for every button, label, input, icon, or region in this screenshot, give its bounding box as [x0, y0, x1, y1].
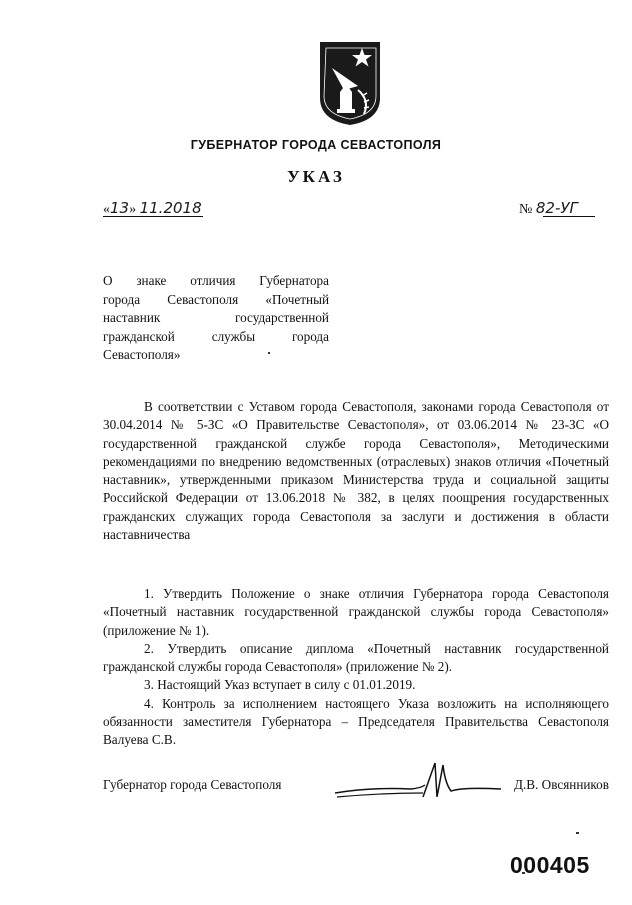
date-underline — [103, 216, 203, 217]
serial-number: 000405 — [510, 852, 590, 878]
signature-block — [103, 777, 609, 801]
document-type: УКАЗ — [287, 167, 345, 186]
decree-item: 3. Настоящий Указ вступает в силу с 01.01.2019. — [144, 677, 416, 693]
preamble-paragraph: В соответствии с Уставом города Севастополя, законами города Севастополя от 30.04.2014 № 5-ЗС «О Правительстве Севастополя», от 03.06.2014 № 23-ЗС «О государственной гражданской службе города Севастополя», Методическими рекомендациями по внедрению ведомственных (отраслевых) знаков отличия «Почетный наставник», утвержденными приказом Министерства труда и социальной защиты Российской Федерации от 13.06.2018 № 382, в целях поощрения государственных гражданских служащих города Севастополя за заслуги и достижения в области наставничества — [103, 399, 609, 543]
number-underline — [543, 216, 595, 217]
number-sign: № — [519, 202, 533, 217]
scan-speck — [576, 832, 579, 834]
decree-number — [519, 199, 589, 218]
scan-speck — [268, 352, 270, 354]
signatory-name: Д.В. Овсянников — [513, 777, 609, 792]
number-value: 82-УГ — [535, 199, 578, 217]
subject-line: наставник государственной — [103, 310, 329, 325]
subject-line: города Севастополя «Почетный — [103, 291, 329, 307]
issuer-title: ГУБЕРНАТОР ГОРОДА СЕВАСТОПОЛЯ — [190, 138, 442, 152]
subject-line: гражданской службы города — [103, 328, 329, 344]
decree-date — [103, 199, 202, 218]
handwritten-signature — [331, 757, 511, 803]
decree-item: 4. Контроль за исполнением настоящего Указа возложить на исполняющего обязанности заместителя Губернатора – Председателя Правительства Севастополя Валуева С.В. — [103, 695, 609, 748]
subject-line: О знаке отличия Губернатора — [103, 273, 329, 288]
subject-line: Севастополя» — [103, 347, 181, 362]
decree-subject — [103, 272, 329, 365]
date-month-year: 11.2018 — [139, 199, 202, 217]
decree-item: 2. Утвердить описание диплома «Почетный наставник государственной гражданской службы города Севастополя» (приложение № 2). — [103, 640, 609, 675]
date-open-quote: « — [103, 202, 110, 217]
decree-item: 1. Утвердить Положение о знаке отличия Губернатора города Севастополя «Почетный наставник государственной гражданской службы города Севастополя» (приложение № 1). — [103, 586, 609, 638]
signatory-position: Губернатор города Севастополя — [103, 777, 282, 792]
decree-items — [103, 585, 609, 750]
sevastopol-coat-of-arms-icon — [318, 40, 382, 126]
date-day: 13 — [110, 199, 130, 217]
preamble — [103, 398, 609, 544]
date-close-quote: » — [129, 202, 137, 217]
